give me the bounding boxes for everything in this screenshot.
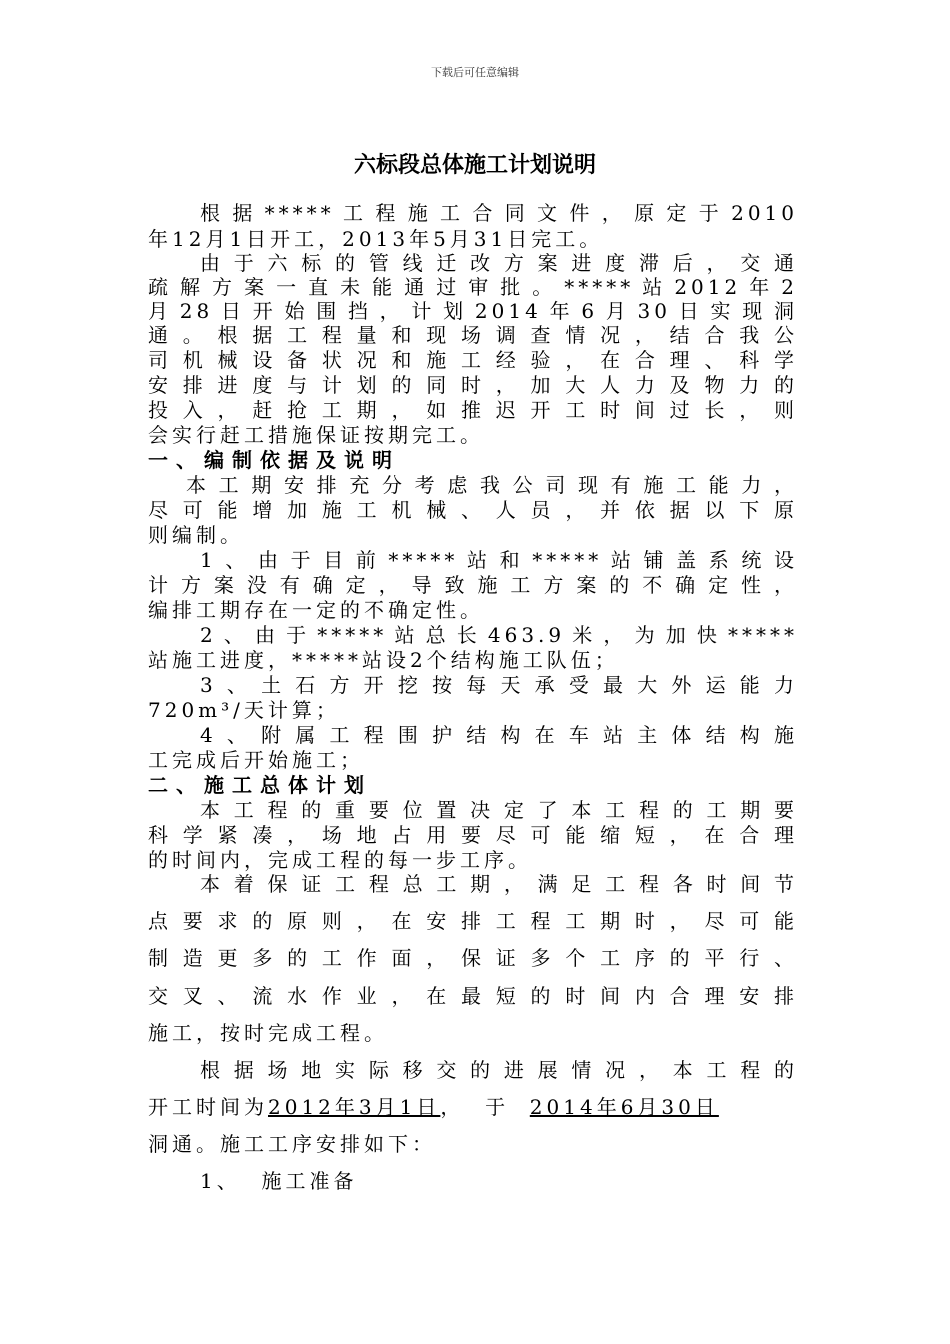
paragraph-line: 通。根据工程量和现场调查情况，结合我公 — [148, 323, 798, 347]
paragraph-line: 1、由于目前*****站和*****站铺盖系统设 — [200, 548, 798, 572]
paragraph-line: 会实行赶工措施保证按期完工。 — [148, 423, 484, 447]
paragraph-line: 4、附属工程围护结构在车站主体结构施 — [200, 723, 798, 747]
paragraph-line: 司机械设备状况和施工经验，在合理、科学 — [148, 348, 798, 372]
paragraph-line: 交叉、流水作业，在最短的时间内合理安排 — [148, 984, 798, 1008]
paragraph-line: 计方案没有确定，导致施工方案的不确定性， — [148, 573, 798, 597]
paragraph-line: 本着保证工程总工期，满足工程各时间节 — [200, 872, 798, 896]
date-line — [148, 1095, 798, 1120]
section-heading-2: 二、施工总体计划 — [148, 773, 372, 797]
paragraph-line: 月28日开始围挡，计划2014年6月30日实现洞 — [148, 299, 798, 323]
paragraph-line: 制造更多的工作面，保证多个工序的平行、 — [148, 946, 798, 970]
paragraph-line: 站施工进度，*****站设2个结构施工队伍； — [148, 648, 619, 672]
paragraph-line: 点要求的原则，在安排工程工期时，尽可能 — [148, 909, 798, 933]
paragraph-line: 疏解方案一直未能通过审批。*****站2012年2 — [148, 275, 798, 299]
paragraph-line: 本工期安排充分考虑我公司现有施工能力， — [186, 473, 798, 497]
paragraph-line: 施工，按时完成工程。 — [148, 1021, 388, 1045]
list-item: 1、 施工准备 — [200, 1169, 358, 1193]
paragraph-line: 洞通。施工工序安排如下： — [148, 1132, 436, 1156]
paragraph-line: 3、土石方开挖按每天承受最大外运能力 — [200, 673, 798, 697]
paragraph-line: 根据场地实际移交的进展情况，本工程的 — [200, 1058, 798, 1082]
paragraph-line: 投入，赶抢工期，如推迟开工时间过长，则 — [148, 398, 798, 422]
date-line-prefix: 开工时间为 — [148, 1095, 268, 1119]
paragraph-line: 编排工期存在一定的不确定性。 — [148, 598, 484, 622]
document-title: 六标段总体施工计划说明 — [353, 153, 596, 178]
paragraph-line: 科学紧凑，场地占用要尽可能缩短，在合理 — [148, 823, 798, 847]
paragraph-line: 工完成后开始施工； — [148, 748, 364, 772]
paragraph-line: 根据*****工程施工合同文件，原定于2010 — [200, 201, 798, 225]
paragraph-line: 由于六标的管线迁改方案进度滞后，交通 — [200, 251, 798, 275]
paragraph-line: 2、由于*****站总长463.9米，为加快***** — [200, 623, 798, 647]
paragraph-line: 尽可能增加施工机械、人员，并依据以下原 — [148, 498, 798, 522]
paragraph-line: 安排进度与计划的同时，加大人力及物力的 — [148, 373, 798, 397]
paragraph-line: 则编制。 — [148, 523, 244, 547]
start-date: 2012年3月1日 — [268, 1095, 441, 1119]
paragraph-line: 本工程的重要位置决定了本工程的工期要 — [200, 798, 798, 822]
date-line-mid: ， 于 — [440, 1095, 530, 1119]
paragraph-line: 的时间内，完成工程的每一步工序。 — [148, 848, 532, 872]
paragraph-line: 年12月1日开工，2013年5月31日完工。 — [148, 227, 604, 251]
paragraph-line: 720m³/天计算； — [148, 698, 340, 722]
section-heading-1: 一、编制依据及说明 — [148, 448, 400, 472]
end-date: 2014年6月30日 — [529, 1095, 719, 1119]
page-header: 下载后可任意编辑 — [431, 66, 519, 79]
